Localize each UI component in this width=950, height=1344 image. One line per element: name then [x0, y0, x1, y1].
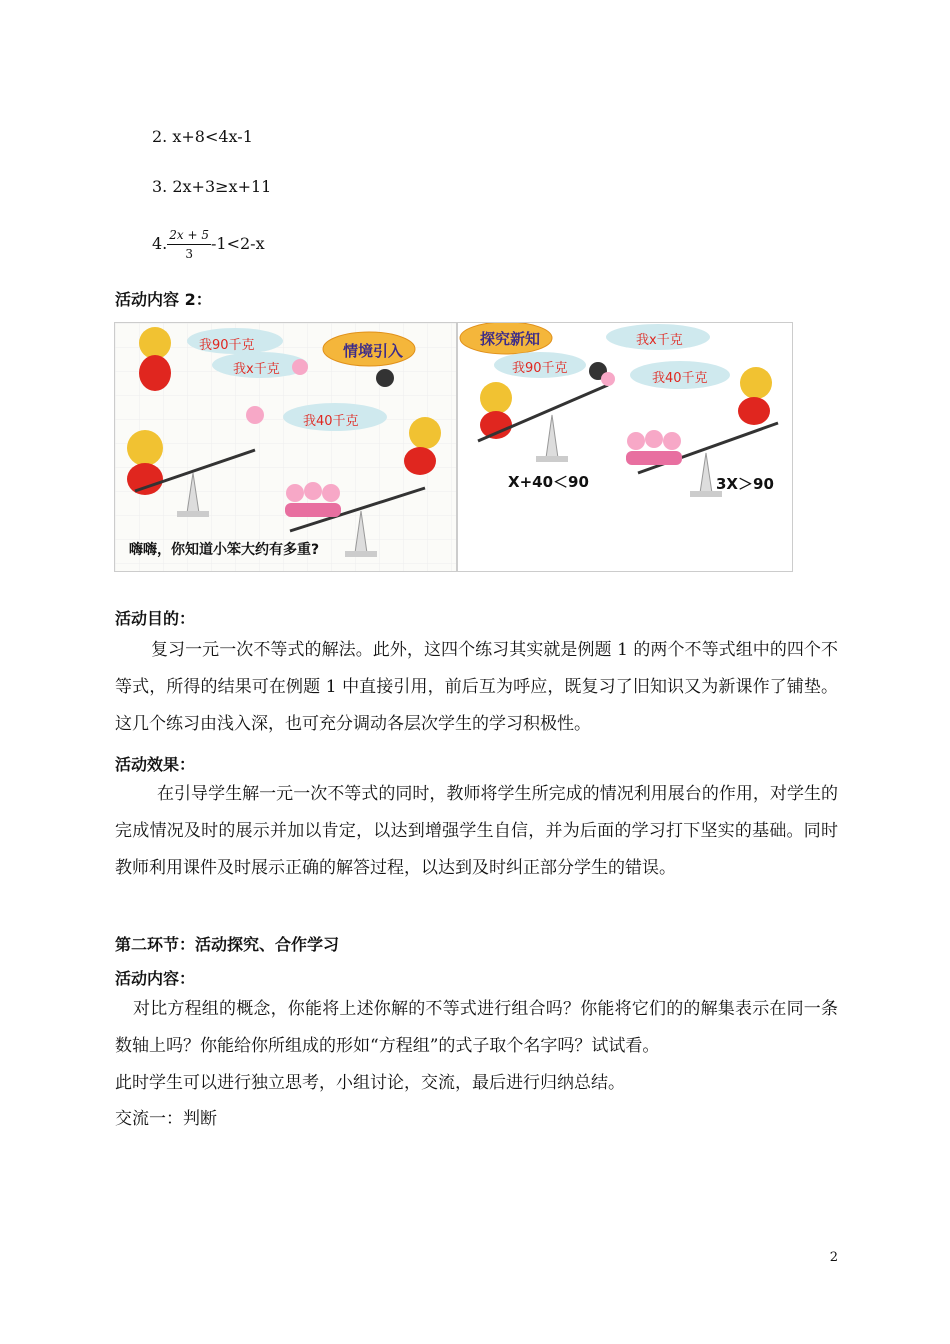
illustration-left	[114, 322, 457, 572]
bubble-xkg-right: 我x千克	[636, 333, 683, 348]
bubble-40kg: 我40千克	[303, 414, 359, 429]
exercise-4-prefix: 4.	[152, 234, 168, 253]
exercise-2: 2. x+8<4x-1	[152, 127, 253, 146]
bubble-xkg: 我x千克	[233, 362, 280, 377]
badge-explore-new: 探究新知	[480, 330, 541, 348]
heading-activity-content-2: 活动内容 2：	[115, 290, 212, 309]
formula-2: 3X＞90	[716, 475, 774, 493]
exercise-4-suffix: -1<2-x	[211, 234, 265, 253]
page-number: 2	[829, 1250, 838, 1265]
formula-1: X+40＜90	[508, 473, 589, 491]
content-paragraph-2: 此时学生可以进行独立思考，小组讨论，交流，最后进行归纳总结。	[115, 1073, 625, 1093]
illustration-left-art	[115, 323, 456, 571]
fraction-numerator: 2x + 5	[167, 226, 211, 245]
bubble-90kg: 我90千克	[199, 338, 255, 353]
heading-section-2: 第二环节：活动探究、合作学习	[115, 935, 340, 954]
exercise-4	[152, 226, 265, 263]
bubble-90kg-right: 我90千克	[512, 361, 568, 376]
badge-scenario-intro: 情境引入	[343, 342, 404, 360]
illustration-caption: 嗨嗨，你知道小笨大约有多重?	[129, 542, 320, 558]
exercise-3: 3. 2x+3≥x+11	[152, 177, 272, 196]
content-paragraph-1: 对比方程组的概念，你能将上述你解的不等式进行组合吗？你能将它们的的解集表示在同一条数轴上吗？你能给你所组成的形如“方程组”的式子取个名字吗？试试看。	[115, 999, 838, 1056]
heading-activity-purpose: 活动目的：	[115, 609, 196, 628]
effect-paragraph: 在引导学生解一元一次不等式的同时，教师将学生所完成的情况利用展台的作用，对学生的完成情况及时的展示并加以肯定，以达到增强学生自信，并为后面的学习打下坚实的基础。同时教师利用课件及时展示正确的解答过程，以达到及时纠正部分学生的错误。	[115, 784, 838, 878]
heading-activity-effect: 活动效果：	[115, 755, 196, 774]
exchange-label: 交流一：判断	[115, 1109, 217, 1129]
illustration-right	[457, 322, 793, 572]
heading-activity-content: 活动内容：	[115, 969, 196, 988]
illustration-right-art	[458, 323, 792, 571]
fraction-denominator: 3	[185, 247, 193, 261]
exercise-4-fraction	[167, 226, 211, 263]
purpose-paragraph: 复习一元一次不等式的解法。此外，这四个练习其实就是例题 1 的两个不等式组中的四个不等式，所得的结果可在例题 1 中直接引用，前后互为呼应，既复习了旧知识又为新课作了铺垫。这几个练习由浅入深，也可充分调动各层次学生的学习积极性。	[115, 640, 838, 734]
bubble-40kg-right: 我40千克	[652, 371, 708, 386]
